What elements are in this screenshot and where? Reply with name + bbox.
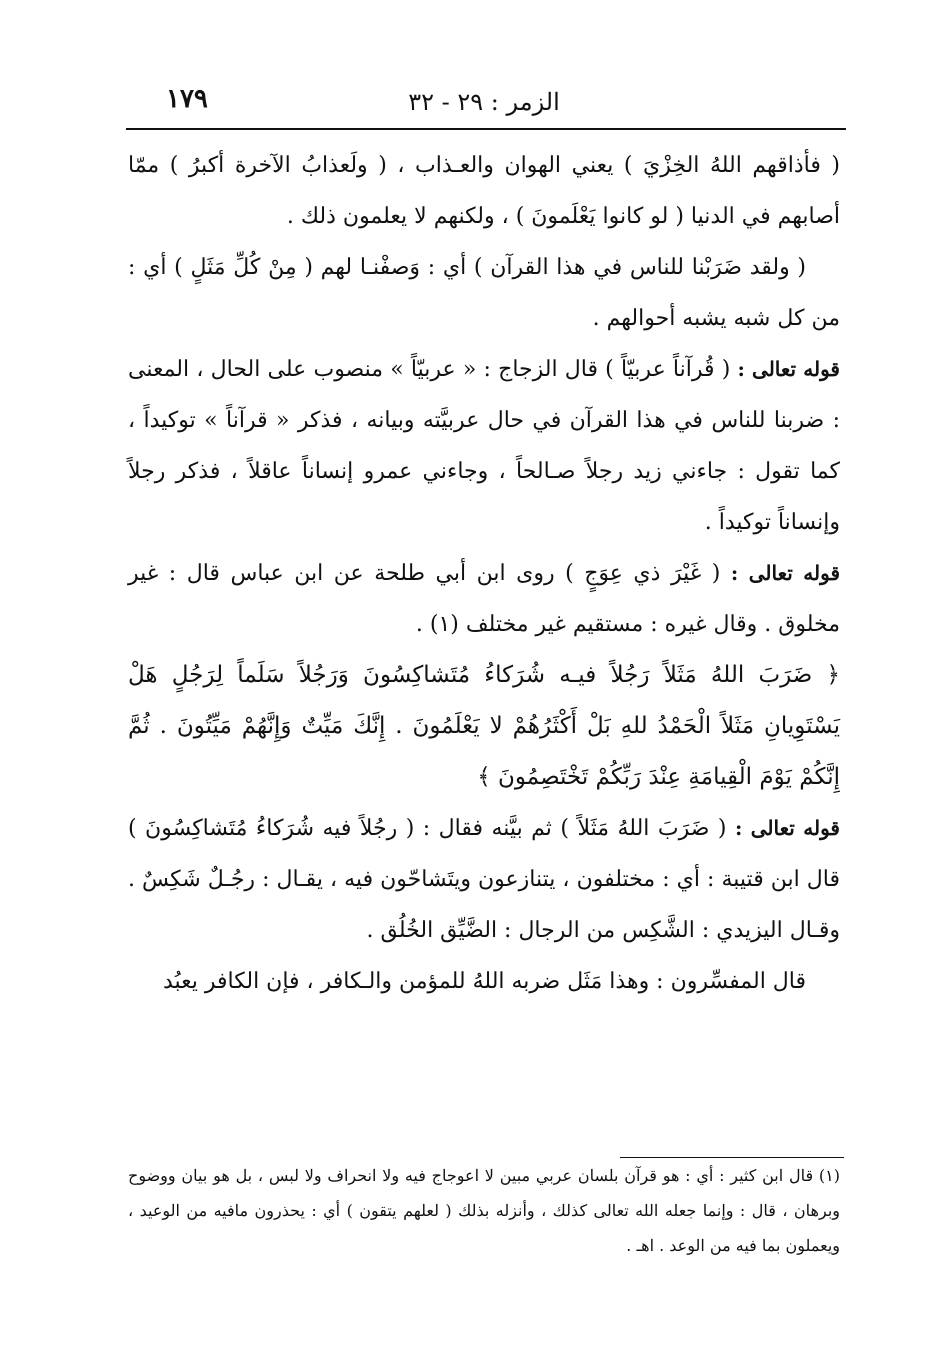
page-number: ١٧٩ [166,84,208,114]
paragraph-1: ( فأذاقهم اللهُ الخِزْيَ ) يعني الهوان والعـذاب ، ( ولَعذابُ الآخرة أكبرُ ) ممّا أصابهم في الدنيا ( لو كانوا يَعْلَمونَ ) ، ولكنهم لا يعلمون ذلك . [128,153,840,229]
running-header [128,84,840,122]
paragraph-6: قال المفسِّرون : وهذا مَثَل ضربه اللهُ للمؤمن والـكافر ، فإن الكافر يعبُد [162,969,806,994]
paragraph-4-text: ( غَيْرَ ذي عِوَجٍ ) روى ابن أبي طلحة عن ابن عباس قال : غير مخلوق . وقال غيره : مستقيم غير مختلف (١) . [128,561,840,637]
footnote-1: (١) قال ابن كثير : أي : هو قرآن بلسان عربي مبين لا اعوجاج فيه ولا انحراف ولا لبس ، بل هو بيان ووضوح وبرهان ، قال : وإنما جعله الله تعالى كذلك ، وأنزله بذلك ( لعلهم يتقون ) أي : يحذرون مافيه من الوعيد ، ويعملون بما فيه من الوعد . اهـ . [128,1166,840,1255]
surah-verse-range: الزمر : ٢٩ - ٣٢ [408,88,560,116]
paragraph-3-text: ( قُرآناً عربيّاً ) قال الزجاج : « عربيّاً » منصوب على الحال ، المعنى : ضربنا للناس في هذا القرآن في حال عربيَّته وبيانه ، فذكر « قرآناً » توكيداً ، كما تقول : جاءني زيد رجلاً صـالحاً ، وجاءني عمرو إنساناً عاقلاً ، فذكر رجلاً وإنساناً توكيداً . [128,357,840,535]
paragraph-4 [128,548,840,650]
commentary-lead: قوله تعالى : [730,561,841,585]
commentary-lead: قوله تعالى : [737,357,840,381]
paragraph-5-text: ( ضَرَبَ اللهُ مَثَلاً ) ثم بيَّنه فقال : ( رجُلاً فيه شُرَكاءُ مُتَشاكِسُونَ ) قال ابن قتيبة : أي : مختلفون ، يتنازعون ويتَشاحّون فيه ، يقـال : رجُـلٌ شَكِسٌ . وقـال اليزيدي : الشَّكِس من الرجال : الضَّيِّق الخُلُق . [128,816,840,943]
quran-verse: ﴿ ضَرَبَ اللهُ مَثَلاً رَجُلاً فيـه شُرَكاءُ مُتَشاكِسُونَ وَرَجُلاً سَلَماً لِرَجُلٍ هَلْ يَسْتَوِيانِ مَثَلاً الْحَمْدُ للهِ بَلْ أَكْثَرُهُمْ لا يَعْلَمُونَ . إِنَّكَ مَيِّتٌ وَإِنَّهُمْ مَيِّتُونَ . ثُمَّ إِنَّكُمْ يَوْمَ الْقِيامَةِ عِنْدَ رَبِّكُمْ تَخْتَصِمُونَ ﴾ [128,662,840,790]
commentary-lead: قوله تعالى : [734,816,840,840]
paragraph-5 [128,803,840,956]
main-text [128,140,840,1007]
header-rule [126,128,846,130]
paragraph-3 [128,344,840,548]
paragraph-2: ( ولقد ضَرَبْنا للناس في هذا القرآن ) أي : وَصفْنـا لهم ( مِنْ كُلِّ مَثَلٍ ) أي : من كل شبه يشبه أحوالهم . [128,255,840,331]
footnotes [128,1158,840,1263]
